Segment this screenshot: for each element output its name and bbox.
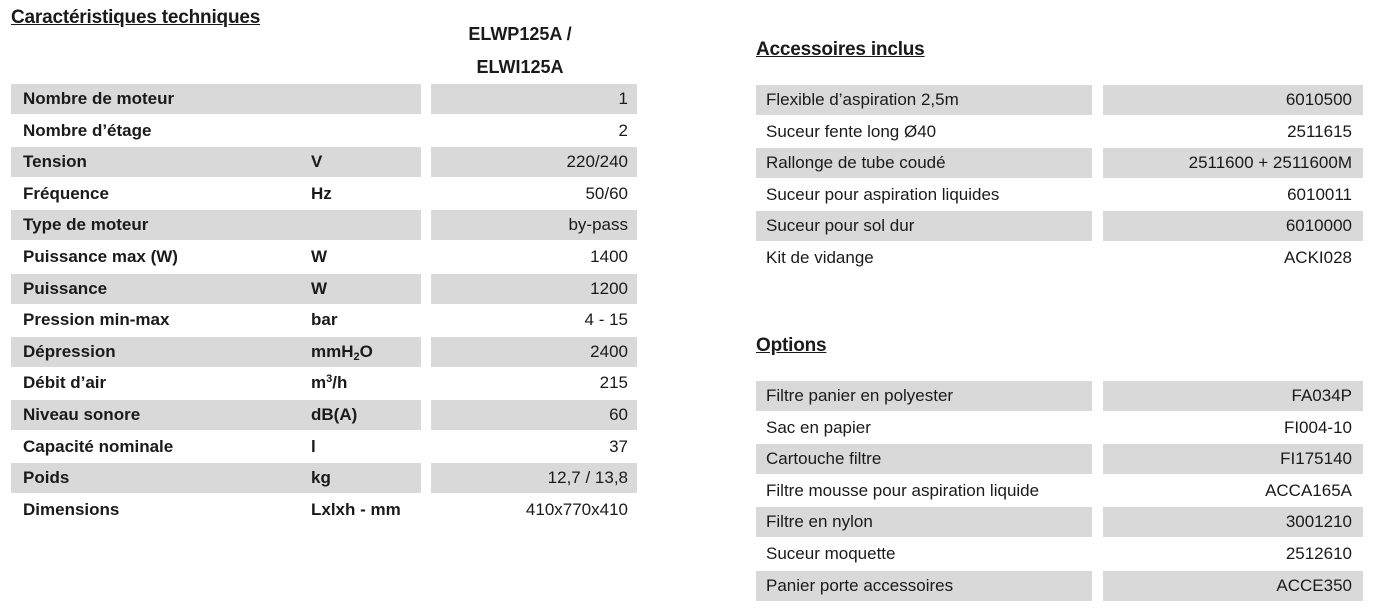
spec-unit bbox=[311, 305, 421, 335]
accessories-label: Rallonge de tube coudé bbox=[756, 148, 1092, 178]
spec-row bbox=[11, 84, 637, 114]
options-code: ACCE350 bbox=[1103, 571, 1363, 601]
spec-unit bbox=[311, 495, 421, 525]
spec-value: 220/240 bbox=[431, 147, 637, 177]
options-row bbox=[756, 381, 1363, 411]
spec-unit bbox=[311, 337, 421, 367]
options-row bbox=[756, 507, 1363, 537]
spec-unit-text: W bbox=[311, 247, 328, 266]
options-code: FI004-10 bbox=[1283, 417, 1352, 437]
spec-unit-text: dB(A) bbox=[311, 405, 358, 424]
spec-value: 1400 bbox=[590, 247, 628, 266]
spec-unit bbox=[311, 179, 421, 209]
spec-label: Nombre de moteur bbox=[11, 84, 421, 114]
spec-row bbox=[11, 242, 637, 272]
spec-row bbox=[11, 210, 637, 240]
spec-value: 4 - 15 bbox=[584, 310, 628, 330]
spec-unit-text: kg bbox=[311, 468, 331, 488]
options-label: Filtre mousse pour aspiration liquide bbox=[766, 480, 1040, 500]
spec-row bbox=[11, 463, 637, 493]
spec-unit bbox=[311, 368, 421, 398]
accessories-row bbox=[756, 148, 1363, 178]
accessories-code: 2511600 + 2511600M bbox=[1103, 148, 1363, 178]
spec-label: Puissance bbox=[11, 274, 421, 304]
spec-label: Nombre d’étage bbox=[23, 120, 152, 140]
spec-value: 50/60 bbox=[585, 183, 628, 203]
spec-unit-tail: /h bbox=[332, 373, 348, 393]
spec-unit bbox=[311, 84, 421, 114]
spec-value: 410x770x410 bbox=[525, 499, 628, 519]
spec-unit-subscript: 2 bbox=[353, 350, 360, 363]
options-label: Cartouche filtre bbox=[756, 444, 1092, 474]
accessories-label: Suceur pour aspiration liquides bbox=[766, 184, 1000, 204]
spec-value: 1200 bbox=[431, 274, 637, 304]
options-label: Filtre en nylon bbox=[756, 507, 1092, 537]
accessories-label: Flexible d’aspiration 2,5m bbox=[756, 85, 1092, 115]
spec-label: Puissance max (W) bbox=[23, 247, 178, 266]
spec-unit-text: bar bbox=[311, 310, 338, 330]
spec-unit bbox=[311, 147, 421, 177]
spec-row bbox=[11, 147, 637, 177]
options-code: FI175140 bbox=[1103, 444, 1363, 474]
spec-unit-text: V bbox=[311, 152, 323, 172]
spec-value: 1 bbox=[431, 84, 637, 114]
spec-unit bbox=[311, 116, 421, 146]
model-name-line2: ELWI125A bbox=[476, 57, 564, 77]
spec-row bbox=[11, 495, 637, 525]
spec-label: Fréquence bbox=[23, 183, 109, 203]
accessories-label: Suceur pour sol dur bbox=[756, 211, 1092, 241]
spec-unit-text: Hz bbox=[311, 183, 332, 203]
spec-value: 2 bbox=[618, 120, 628, 140]
spec-row bbox=[11, 337, 637, 367]
options-label: Sac en papier bbox=[766, 417, 871, 437]
spec-unit-text: m bbox=[311, 373, 327, 393]
spec-label: Capacité nominale bbox=[23, 436, 174, 456]
spec-unit-superscript: 3 bbox=[326, 373, 333, 386]
spec-unit-tail: O bbox=[359, 341, 373, 361]
model-name-line1: ELWP125A / bbox=[468, 24, 572, 44]
options-row bbox=[756, 413, 1363, 443]
accessories-row bbox=[756, 211, 1363, 241]
accessories-code: ACKI028 bbox=[1283, 248, 1352, 267]
accessories-label: Kit de vidange bbox=[766, 248, 874, 267]
spec-label: Poids bbox=[11, 463, 421, 493]
spec-unit bbox=[311, 432, 421, 462]
options-code: FA034P bbox=[1103, 381, 1363, 411]
spec-row bbox=[11, 179, 637, 209]
spec-label: Dépression bbox=[11, 337, 421, 367]
spec-unit bbox=[311, 210, 421, 240]
accessories-row bbox=[756, 180, 1363, 210]
spec-value: 12,7 / 13,8 bbox=[431, 463, 637, 493]
spec-label: Dimensions bbox=[23, 499, 120, 519]
spec-row bbox=[11, 432, 637, 462]
spec-label: Débit d’air bbox=[23, 373, 107, 393]
options-label: Panier porte accessoires bbox=[756, 571, 1092, 601]
spec-label: Pression min-max bbox=[23, 310, 170, 330]
options-row bbox=[756, 476, 1363, 506]
spec-value: 2400 bbox=[431, 337, 637, 367]
accessories-code: 6010011 bbox=[1287, 184, 1352, 204]
accessories-code: 6010000 bbox=[1103, 211, 1363, 241]
spec-label: Type de moteur bbox=[11, 210, 421, 240]
spec-row bbox=[11, 274, 637, 304]
options-row bbox=[756, 539, 1363, 569]
spec-unit-text: mmH bbox=[311, 341, 354, 361]
options-code: ACCA165A bbox=[1265, 480, 1352, 500]
accessories-row bbox=[756, 85, 1363, 115]
options-code: 3001210 bbox=[1103, 507, 1363, 537]
accessories-row bbox=[756, 243, 1363, 273]
accessories-label: Suceur fente long Ø40 bbox=[766, 121, 937, 141]
options-row bbox=[756, 571, 1363, 601]
spec-unit bbox=[311, 242, 421, 272]
spec-unit-text: Lxlxh - mm bbox=[311, 499, 401, 519]
options-label: Suceur moquette bbox=[766, 544, 896, 563]
spec-unit bbox=[311, 274, 421, 304]
spec-label: Tension bbox=[11, 147, 421, 177]
spec-label: Niveau sonore bbox=[11, 400, 421, 430]
spec-row bbox=[11, 400, 637, 430]
spec-value: 60 bbox=[431, 400, 637, 430]
spec-value: 215 bbox=[599, 373, 628, 393]
spec-row bbox=[11, 116, 637, 146]
spec-unit bbox=[311, 463, 421, 493]
spec-row bbox=[11, 305, 637, 335]
accessories-code: 2511615 bbox=[1287, 121, 1352, 141]
options-label: Filtre panier en polyester bbox=[756, 381, 1092, 411]
spec-value: 37 bbox=[609, 436, 628, 456]
options-code: 2512610 bbox=[1285, 544, 1352, 563]
spec-unit bbox=[311, 400, 421, 430]
accessories-code: 6010500 bbox=[1103, 85, 1363, 115]
spec-value: by-pass bbox=[431, 210, 637, 240]
specs-title: Caractéristiques techniques bbox=[11, 7, 261, 28]
accessories-row bbox=[756, 117, 1363, 147]
spec-row bbox=[11, 368, 637, 398]
accessories-title: Accessoires inclus bbox=[756, 39, 925, 60]
spec-unit-text: W bbox=[311, 278, 328, 298]
spec-unit-text: l bbox=[311, 436, 316, 456]
options-row bbox=[756, 444, 1363, 474]
options-title: Options bbox=[756, 335, 827, 356]
